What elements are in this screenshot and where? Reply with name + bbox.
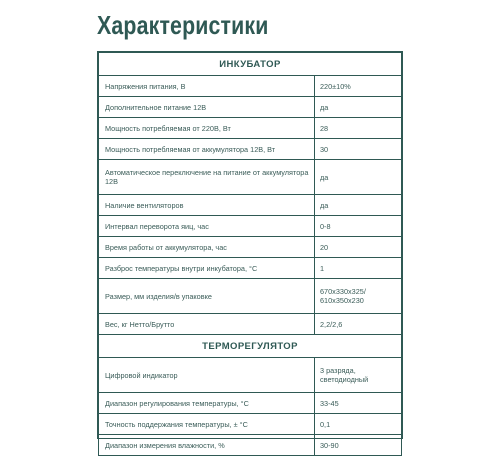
- row-value: 0-8: [315, 216, 402, 237]
- row-value: 28: [315, 118, 402, 139]
- row-label: Интервал переворота яиц, час: [99, 216, 315, 237]
- row-value: да: [315, 195, 402, 216]
- table-row: [99, 393, 402, 414]
- row-label: Диапазон измерения влажности, %: [99, 435, 315, 456]
- row-label: Цифровой индикатор: [99, 358, 315, 393]
- section-header-row: [99, 335, 402, 358]
- row-label: Время работы от аккумулятора, час: [99, 237, 315, 258]
- row-label: Напряжения питания, В: [99, 76, 315, 97]
- table-row: [99, 314, 402, 335]
- row-label: Вес, кг Нетто/Брутто: [99, 314, 315, 335]
- row-value: 30: [315, 139, 402, 160]
- table-row: [99, 258, 402, 279]
- table-row: [99, 237, 402, 258]
- row-value: 20: [315, 237, 402, 258]
- row-label: Точность поддержания температуры, ± °С: [99, 414, 315, 435]
- table-row: [99, 160, 402, 195]
- section-header-thermoregulator: ТЕРМОРЕГУЛЯТОР: [99, 335, 402, 358]
- row-value: 1: [315, 258, 402, 279]
- page-title: Характеристики: [97, 10, 269, 40]
- table-row: [99, 118, 402, 139]
- row-value: 670х330х325/ 610х350х230: [315, 279, 402, 314]
- row-value: да: [315, 160, 402, 195]
- row-label: Наличие вентиляторов: [99, 195, 315, 216]
- row-label: Разброс температуры внутри инкубатора, °С: [99, 258, 315, 279]
- row-value: 33-45: [315, 393, 402, 414]
- row-label: Мощность потребляемая от аккумулятора 12В, Вт: [99, 139, 315, 160]
- table-row: [99, 195, 402, 216]
- table-row: [99, 414, 402, 435]
- table-row: [99, 139, 402, 160]
- table-row: [99, 279, 402, 314]
- row-value: да: [315, 97, 402, 118]
- spec-table: [97, 51, 403, 450]
- row-value: 220±10%: [315, 76, 402, 97]
- table-row: [99, 216, 402, 237]
- row-label: Дополнительное питание 12В: [99, 97, 315, 118]
- row-label: Диапазон регулирования температуры, °С: [99, 393, 315, 414]
- section-header-incubator: ИНКУБАТОР: [99, 53, 402, 76]
- row-label: Размер, мм изделия/в упаковке: [99, 279, 315, 314]
- row-value: 3 разряда, светодиодный: [315, 358, 402, 393]
- table-row: [99, 76, 402, 97]
- row-value: 2,2/2,6: [315, 314, 402, 335]
- row-value: 0,1: [315, 414, 402, 435]
- table-row: [99, 97, 402, 118]
- row-label: Автоматическое переключение на питание от аккумулятора 12В: [99, 160, 315, 195]
- table-row: [99, 358, 402, 393]
- section-header-row: [99, 53, 402, 76]
- row-label: Мощность потребляемая от 220В, Вт: [99, 118, 315, 139]
- table-row: [99, 435, 402, 456]
- row-value: 30-90: [315, 435, 402, 456]
